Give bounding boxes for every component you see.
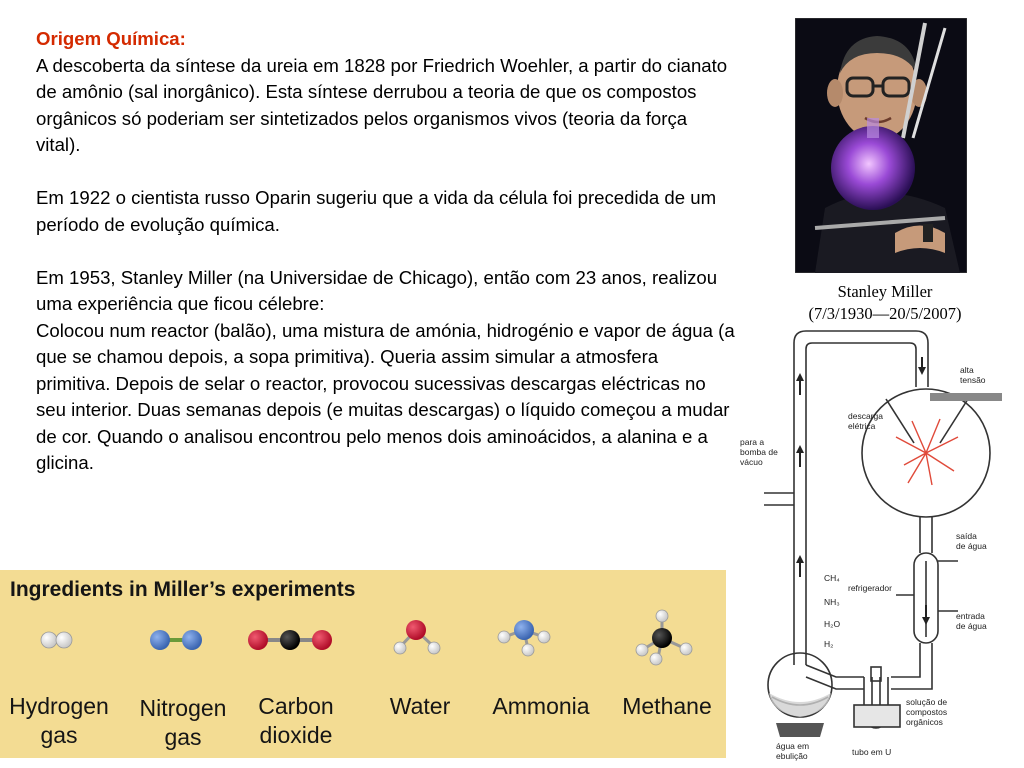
paragraph-oparin: Em 1922 o cientista russo Oparin sugeriu que a vida da célula foi precedida de um período de evolução química. bbox=[36, 187, 717, 235]
label-descarga: descarga bbox=[848, 411, 883, 421]
label-ch4: CH₄ bbox=[824, 573, 840, 583]
stanley-miller-photo bbox=[795, 18, 967, 273]
photo-caption bbox=[760, 281, 1010, 325]
label-eletrica: elétrica bbox=[848, 421, 876, 431]
miller-apparatus-diagram bbox=[736, 325, 1022, 765]
label-tensao: tensão bbox=[960, 375, 986, 385]
ingredient-label: Ammonia bbox=[492, 693, 590, 719]
ingredient-label: Hydrogen bbox=[9, 693, 109, 719]
nitrogen-molecule-icon bbox=[150, 630, 202, 650]
ingredient-carbon-dioxide bbox=[244, 692, 348, 750]
ingredients-title: Ingredients in Miller’s experiments bbox=[10, 578, 356, 601]
label-compostos: compostos bbox=[906, 707, 948, 717]
label-para-a: para a bbox=[740, 437, 765, 447]
label-nh3: NH₃ bbox=[824, 597, 840, 607]
paragraph-miller-intro: Em 1953, Stanley Miller (na Universidae de Chicago), então com 23 anos, realizou uma experiência que ficou célebre: bbox=[36, 266, 718, 314]
label-h2o: H₂O bbox=[824, 619, 841, 629]
caption-name: Stanley Miller bbox=[837, 282, 933, 301]
ingredient-label: dioxide bbox=[259, 722, 333, 748]
label-tubo-em-u: tubo em U bbox=[852, 747, 892, 757]
ingredients-panel bbox=[0, 570, 726, 758]
carbon-dioxide-molecule-icon bbox=[248, 630, 332, 650]
label-vacuo: vácuo bbox=[740, 457, 763, 467]
ammonia-molecule-icon bbox=[498, 620, 550, 656]
caption-dates: (7/3/1930—20/5/2007) bbox=[808, 304, 962, 323]
label-saida: saída bbox=[956, 531, 977, 541]
label-organicos: orgânicos bbox=[906, 717, 943, 727]
label-de-agua-2: de água bbox=[956, 621, 987, 631]
label-de-agua: de água bbox=[956, 541, 987, 551]
ingredient-ammonia bbox=[478, 692, 604, 721]
methane-molecule-icon bbox=[636, 610, 692, 665]
main-text bbox=[36, 26, 736, 477]
paragraph-woehler: A descoberta da síntese da ureia em 1828 por Friedrich Woehler, a partir do cianato de amônio (sal inorgânico). Esta síntese derrubou a teoria de que os compostos orgânicos só poderiam ser sintetizados pelos organismos vivos (teoria da força vital). bbox=[36, 54, 728, 155]
section-heading: Origem Química: bbox=[36, 28, 186, 49]
ingredient-label: gas bbox=[40, 722, 78, 748]
ingredient-label: Nitrogen bbox=[139, 695, 227, 721]
label-refrigerador: refrigerador bbox=[848, 583, 892, 593]
ingredient-label: Methane bbox=[622, 693, 712, 719]
hydrogen-molecule-icon bbox=[41, 632, 72, 648]
ingredient-water bbox=[370, 692, 470, 721]
label-alta: alta bbox=[960, 365, 974, 375]
label-solucao: solução de bbox=[906, 697, 948, 707]
label-agua-em: água em bbox=[776, 741, 810, 751]
label-entrada: entrada bbox=[956, 611, 985, 621]
label-bomba-de: bomba de bbox=[740, 447, 778, 457]
ingredient-nitrogen bbox=[126, 694, 240, 752]
ingredient-methane bbox=[610, 692, 724, 721]
ingredient-label: Water bbox=[389, 693, 451, 719]
paragraph-miller-experiment: Colocou num reactor (balão), uma mistura de amónia, hidrogénio e vapor de água (a que se chamou depois, a sopa primitiva). Queria assim simular a atmosfera primitiva. Depois de selar o reactor, provocou sucessivas descargas eléctricas no seu interior. Duas semanas depois (e muitas descargas) o líquido começou a mudar de cor. Quando o analisou encontrou pelo menos dois aminoácidos, a alanina e a glicina. bbox=[36, 319, 735, 473]
label-h2: H₂ bbox=[824, 639, 834, 649]
ingredient-label: Carbon bbox=[258, 693, 334, 719]
ingredient-hydrogen bbox=[0, 692, 118, 750]
water-molecule-icon bbox=[394, 620, 440, 654]
ingredient-label: gas bbox=[164, 724, 202, 750]
label-ebulicao: ebulição bbox=[776, 751, 808, 761]
